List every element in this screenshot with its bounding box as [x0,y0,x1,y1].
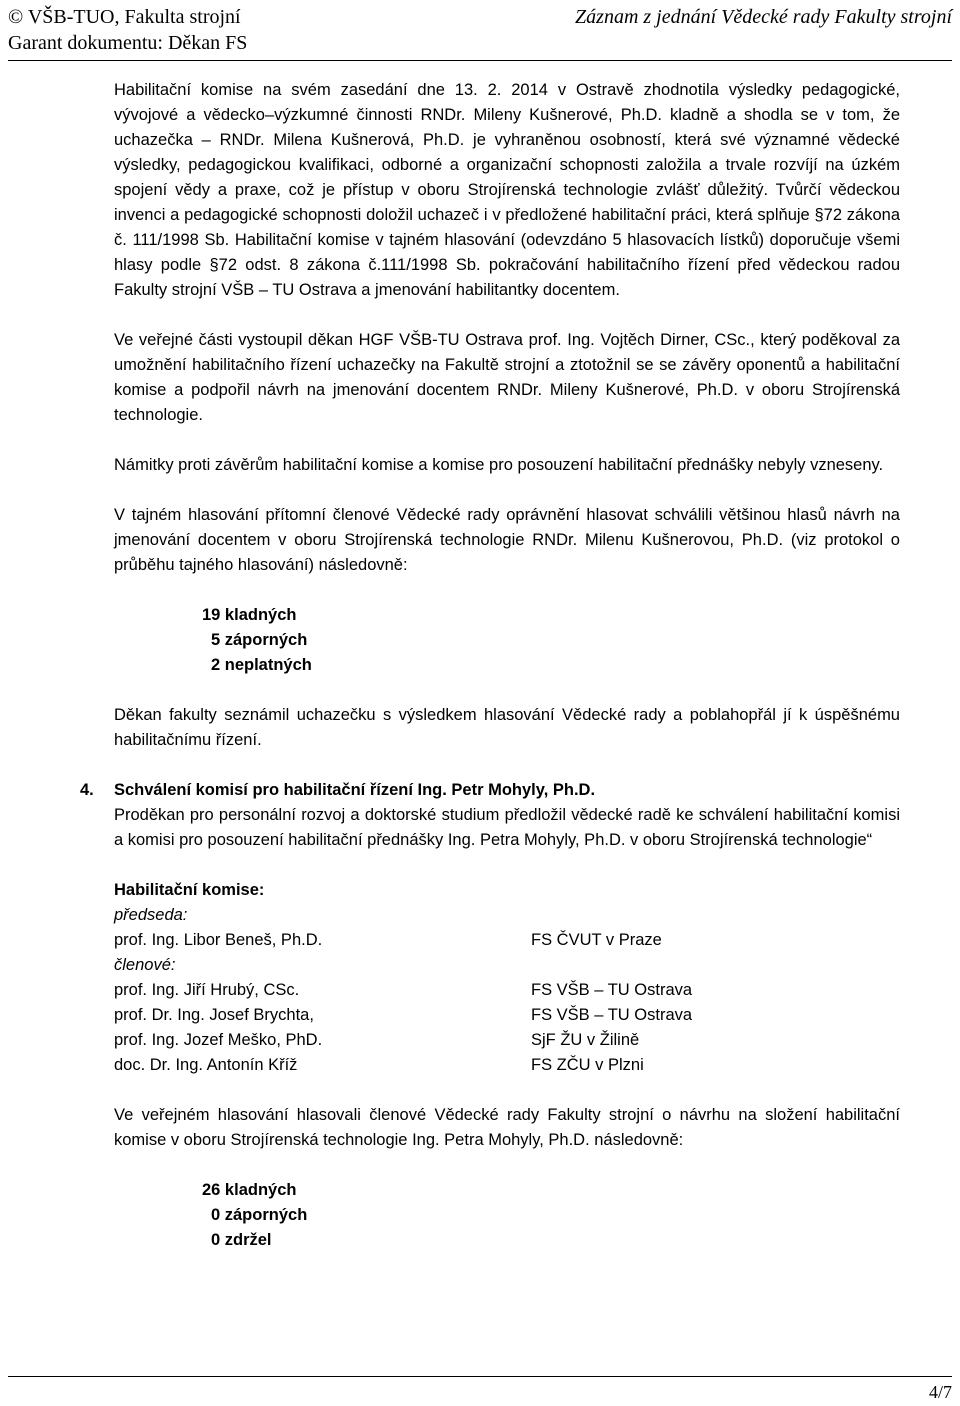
chair-name: prof. Ing. Libor Beneš, Ph.D. [114,931,323,949]
vote-no: 5 záporných [211,631,308,649]
paragraph-dean-congratulation: Děkan fakulty seznámil uchazečku s výsledkem hlasování Vědecké rady a poblahopřál jí k úspěšnému habilitačnímu řízení. [114,706,900,749]
page-number: 4/7 [928,1382,952,1402]
paragraph-committee-evaluation: Habilitační komise na svém zasedání dne 13. 2. 2014 v Ostravě zhodnotila výsledky pedagogické, vývojové a vědecko–výzkumné činnosti RNDr. Mileny Kušnerové, Ph.D. kladně a shodla se v tom, že uchazečka – RNDr. Milena Kušnerová, Ph.D. je vyhraněnou osobností, která své významné vědecké výsledky, pedagogickou kvalifikaci, odborné a organizační schopnosti založila a trvale rozvíjí na úzkém spojení vědy a praxe, což je přístup v oboru Strojírenská technologie zvlášť důležitý. Tvůrčí vědeckou invenci a pedagogické schopnosti doložil uchazeč i v předložené habilitační práci, která splňuje §72 zákona č. 111/1998 Sb. Habilitační komise v tajném hlasování (odevzdáno 5 hlasovacích lístků) doporučuje všemi hlasy podle §72 odst. 8 zákona č.111/1998 Sb. pokračování habilitačního řízení před vědeckou radou Fakulty strojní VŠB – TU Ostrava a jmenování habilitantky docentem. [114,81,900,299]
page-header [8,0,952,61]
vote-abstain: 0 zdržel [211,1231,272,1249]
committee-members [114,978,900,1078]
paragraph-vice-dean-proposal: Proděkan pro personální rozvoj a doktorské studium předložil vědecké radě ke schválení habilitační komisi a komisi pro posouzení habilitační přednášky Ing. Petra Mohyly, Ph.D. v oboru Strojírenská technologie“ [114,806,900,849]
vote-no: 0 záporných [211,1206,308,1224]
header-document-title: Záznam z jednání Vědecké rady Fakulty strojní [575,6,952,28]
member-name: prof. Ing. Jozef Meško, PhD. [114,1031,323,1049]
committee-chair-row [114,928,900,953]
header-guarantor: Garant dokumentu: Děkan FS [8,32,248,54]
member-org: FS VŠB – TU Ostrava [531,1006,693,1024]
section-4 [80,778,900,803]
paragraph-objections: Námitky proti závěrům habilitační komise a komise pro posouzení habilitační přednášky nebyly vzneseny. [114,456,884,474]
member-name: prof. Ing. Jiří Hrubý, CSc. [114,981,300,999]
members-label: členové: [114,956,176,974]
member-org: FS ZČU v Plzni [531,1056,644,1074]
vote-invalid: 2 neplatných [211,656,312,674]
chair-label: předseda: [114,906,188,924]
header-copyright: © VŠB-TUO, Fakulta strojní [8,6,241,28]
section-title: Schválení komisí pro habilitační řízení Ing. Petr Mohyly, Ph.D. [114,781,596,799]
member-org: FS VŠB – TU Ostrava [531,981,693,999]
paragraph-public-vote: Ve veřejném hlasování hlasovali členové Vědecké rady Fakulty strojní o návrhu na složení habilitační komise v oboru Strojírenská technologie Ing. Petra Mohyly, Ph.D. následovně: [114,1106,900,1149]
vote-yes: 19 kladných [202,606,297,624]
vote-results-2 [202,1178,900,1253]
member-name: prof. Dr. Ing. Josef Brychta, [114,1006,314,1024]
paragraph-secret-vote: V tajném hlasování přítomní členové Vědecké rady oprávnění hlasovat schválili většinou hlasů návrh na jmenování docentem v oboru Strojírenská technologie RNDr. Milenu Kušnerovou, Ph.D. (viz protokol o průběhu tajného hlasování) následovně: [114,506,900,574]
vote-results-1 [202,603,900,678]
paragraph-public-part: Ve veřejné části vystoupil děkan HGF VŠB-TU Ostrava prof. Ing. Vojtěch Dirner, CSc., který poděkoval za umožnění habilitačního řízení uchazečky na Fakultě strojní a ztotožnil se se závěry oponentů a habilitační komise a podpořil návrh na jmenování docentem RNDr. Mileny Kušnerové, Ph.D. v oboru Strojírenská technologie. [114,331,900,424]
footer-divider [8,1376,952,1377]
committee-heading: Habilitační komise: [114,881,265,899]
chair-org: FS ČVUT v Praze [531,931,662,949]
member-name: doc. Dr. Ing. Antonín Kříž [114,1056,298,1074]
section-number: 4. [80,781,94,799]
vote-yes: 26 kladných [202,1181,297,1199]
member-org: SjF ŽU v Žilině [531,1031,640,1049]
document-body [80,78,900,1253]
